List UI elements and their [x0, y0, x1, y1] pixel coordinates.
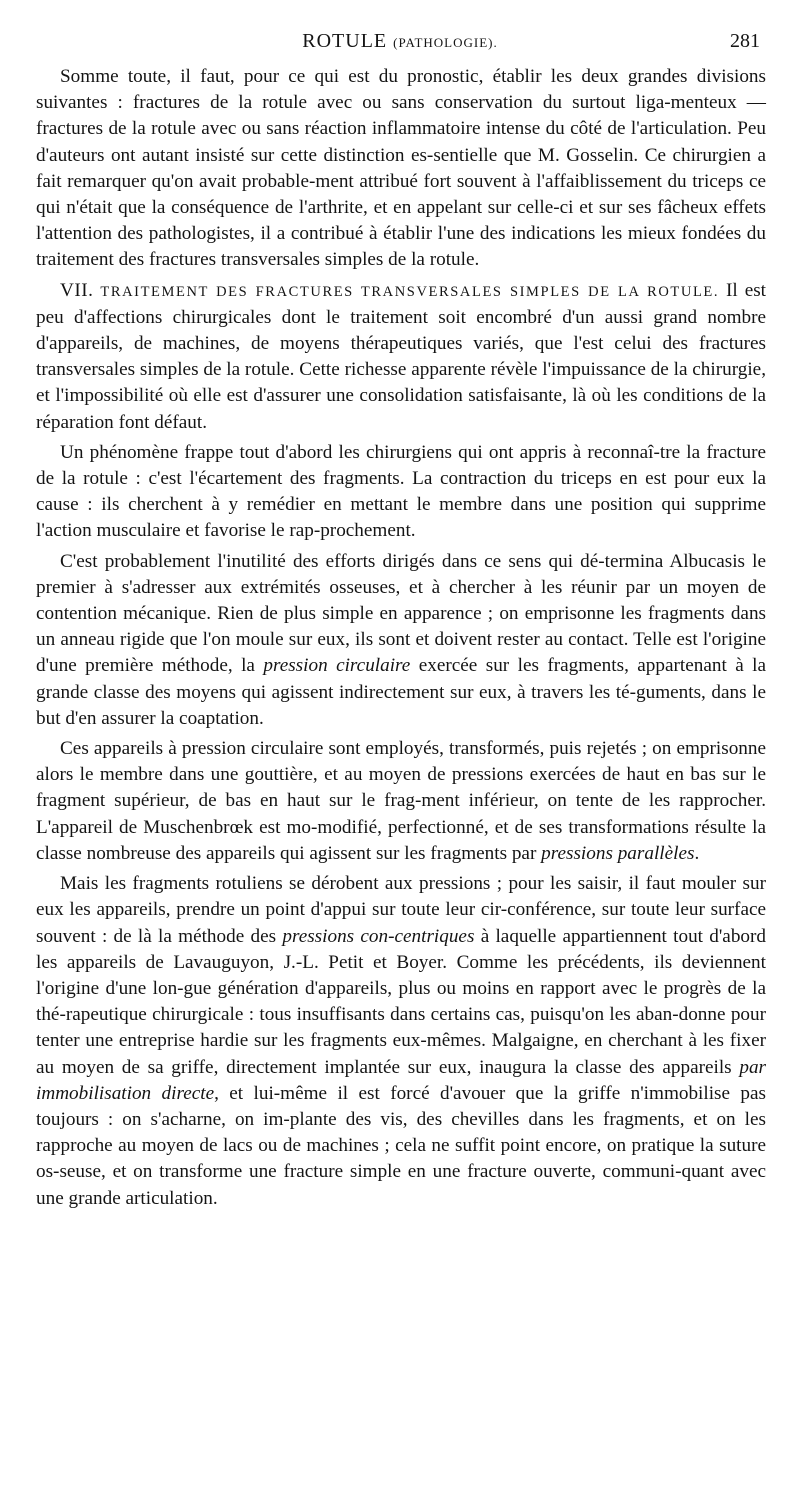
italic-term: par immobilisation directe [36, 1056, 766, 1104]
paragraph-concentric-pressure [36, 871, 766, 1212]
section-number: VII. [60, 279, 94, 301]
italic-term: pression circulaire [263, 655, 411, 677]
paragraph-phenomenon [36, 440, 766, 545]
italic-term: pressions con-centriques [282, 925, 475, 947]
paragraph-text: à laquelle appartiennent tout d'abord les appareils de Lavauguyon, J.-L. Petit et Boyer. Comme les précédents, ils deviennent l'origine d'une lon-gue génération d'appareils, plus ou moins en rapport avec le progrès de la thé-rapeutique chirurgicale : tous insuffisants dans certains cas, puisqu'on les aban-donne pour tenter une entreprise hardie sur les fragments eux-mêmes. Malgaigne, en cherchant à les fixer au moyen de sa griffe, directement implantée sur eux, inaugura la classe des appareils [36, 925, 766, 1078]
paragraph-text: Il est peu d'affections chirurgicales dont le traitement soit encombré d'un aussi grand nombre d'appareils, de machines, de moyens thérapeutiques variés, que l'est celui des fractures transversales simples de la rotule. Cette richesse apparente révèle l'impuissance de la chirurgie, et l'impossibilité où elle est d'assurer une consolidation satisfaisante, là où les conditions de la réparation font défaut. [36, 279, 767, 433]
header-title: ROTULE [302, 30, 388, 52]
paragraph-prognosis [36, 64, 766, 274]
paragraph-albucasis [36, 549, 766, 732]
body-text [36, 64, 766, 1216]
paragraph-text: C'est probablement l'inutilité des efforts dirigés dans ce sens qui dé-termina Albucasis le premier à s'adresser aux extrémités osseuses, et à chercher à les réunir par un moyen de contention mécanique. Rien de plus simple en apparence ; on emprisonne les fragments dans un anneau rigide que l'on moule sur eux, ils sont et doivent rester au contact. Telle est l'origine d'une première méthode, la [36, 550, 766, 677]
header-subtitle: (PATHOLOGIE). [393, 35, 498, 50]
paragraph-text: . [694, 842, 700, 864]
section-heading: TRAITEMENT DES FRACTURES TRANSVERSALES SIMPLES DE LA ROTULE. [100, 283, 720, 300]
paragraph-text: Somme toute, il faut, pour ce qui est du pronostic, établir les deux grandes divisions suivantes : fractures de la rotule avec ou sans conservation du surtout liga-menteux — fractures de la rotule avec ou sans réaction inflammatoire intense du côté de l'articulation. Peu d'auteurs ont autant insisté sur cette distinction es-sentielle que M. Gosselin. Ce chirurgien a fait remarquer qu'on avait probable-ment attribué fort souvent à l'affaiblissement du triceps ce qui n'était que la conséquence de l'arthrite, et en appelant sur celle-ci et sur ses fâcheux effets l'attention des pathologistes, il a contribué à établir l'une des indications les mieux fondées du traitement des fractures transversales simples de la rotule. [36, 66, 766, 271]
paragraph-text: exercée sur les fragments, appartenant à la grande classe des moyens qui agissent indirectement sur eux, à travers les té-guments, dans le but d'en assurer la coaptation. [36, 655, 766, 729]
paragraph-text: Mais les fragments rotuliens se dérobent aux pressions ; pour les saisir, il faut mouler sur eux les appareils, prendre un point d'appui sur toute leur cir-conférence, sur toute leur surface souvent : de là la méthode des [36, 873, 766, 947]
paragraph-text: Un phénomène frappe tout d'abord les chirurgiens qui ont appris à reconnaî-tre la fracture de la rotule : c'est l'écartement des fragments. La contraction du triceps en est pour eux la cause : ils cherchent à y remédier en mettant le membre dans une position qui supprime l'action musculaire et favorise le rap-prochement. [36, 441, 766, 542]
paragraph-text: Ces appareils à pression circulaire sont employés, transformés, puis rejetés ; on emprisonne alors le membre dans une gouttière, et au moyen de pressions exercées de haut en bas sur le fragment supérieur, de bas en haut sur le frag-ment inférieur, on tente de les rapprocher. L'appareil de Muschenbrœk est mo-modifié, perfectionné, et de ses transformations résulte la classe nombreuse des appareils qui agissent sur les fragments par [36, 738, 766, 864]
paragraph-circular-pressure [36, 736, 766, 867]
running-header [36, 30, 764, 58]
paragraph-text: , et lui-même il est forcé d'avouer que la griffe n'immobilise pas toujours : on s'acharne, on im-plante des vis, des chevilles dans les fragments, et on les rapproche au moyen de lacs ou de machines ; cela ne suffit point encore, on pratique la suture os-seuse, et on transforme une fracture simple en une fracture ouverte, communi-quant avec une grande articulation. [36, 1082, 766, 1209]
running-title [36, 30, 764, 53]
italic-term: pressions parallèles [541, 842, 695, 864]
paragraph-section-vii [36, 278, 766, 436]
page-number: 281 [730, 30, 760, 52]
